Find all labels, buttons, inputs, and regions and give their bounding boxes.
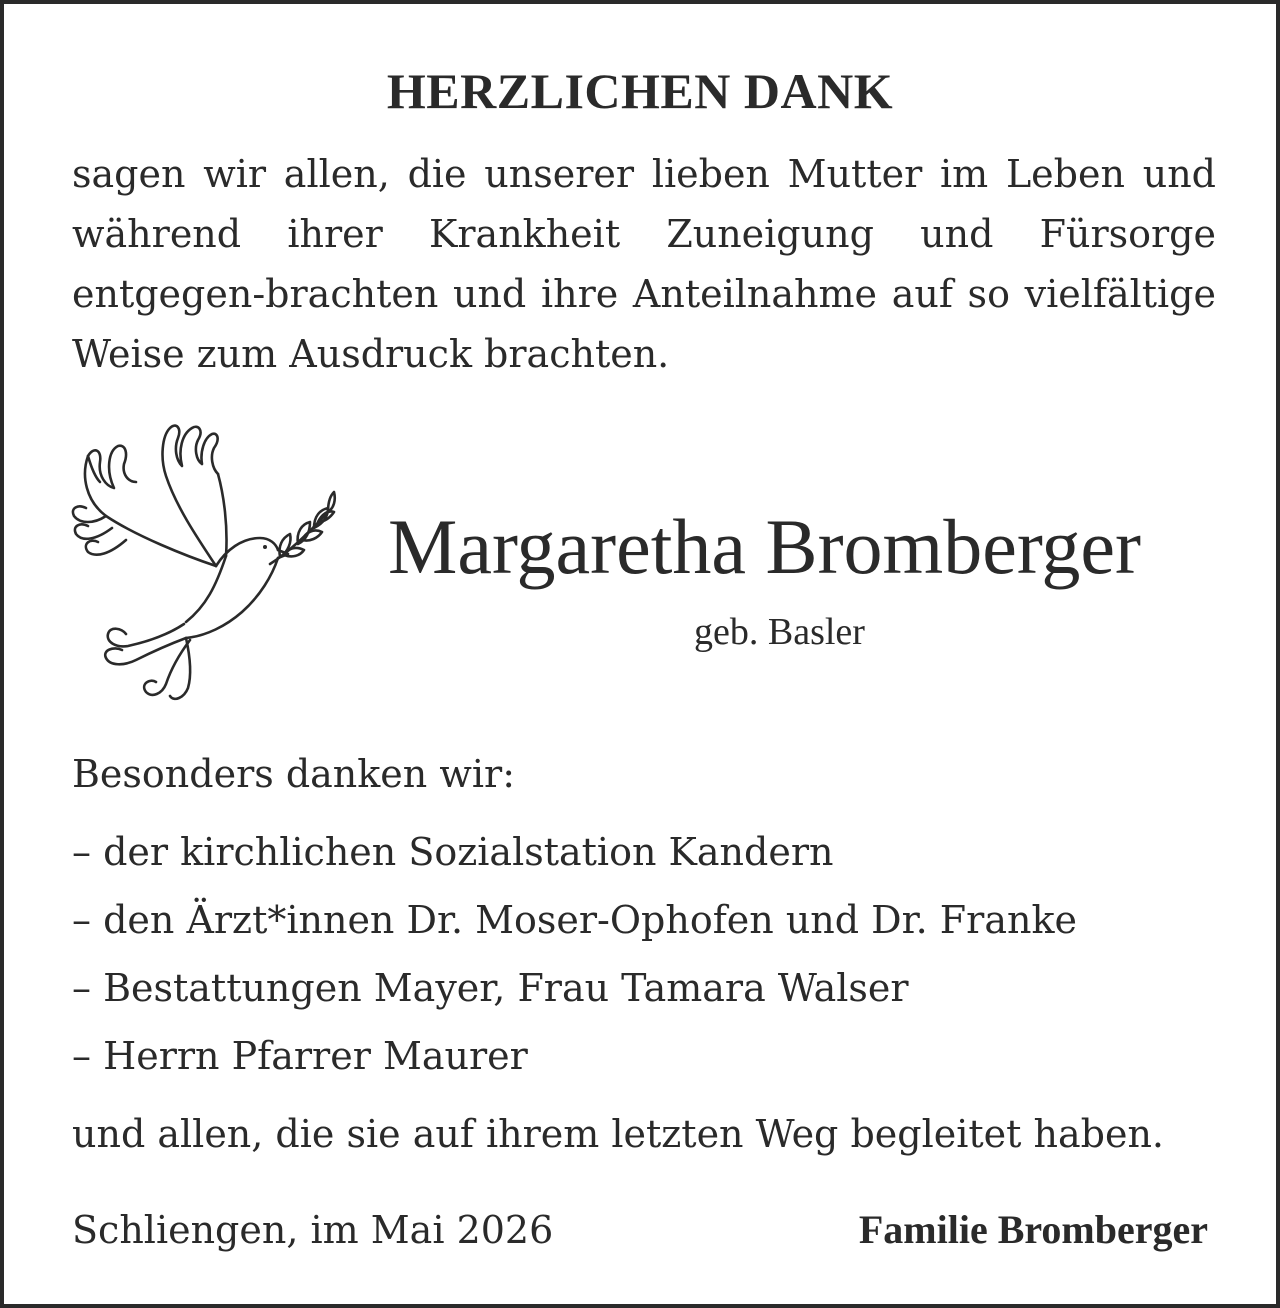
place-and-date: Schliengen, im Mai 2026: [72, 1208, 554, 1252]
special-thanks-list: [72, 818, 1077, 1090]
list-item: – der kirchlichen Sozialstation Kandern: [72, 830, 834, 874]
list-item: – den Ärzt*innen Dr. Moser-Ophofen und Dr. Franke: [72, 898, 1077, 942]
deceased-maiden-name: geb. Basler: [694, 611, 865, 653]
family-signature: Familie Bromberger: [858, 1207, 1208, 1252]
dove-with-olive-branch-icon: [66, 416, 346, 706]
intro-paragraph: sagen wir allen, die unserer lieben Mutter im Leben und während ihrer Krankheit Zuneigung und Fürsorge entgegen-​brachten und ihre Anteilnahme auf so vielfältige Weise zum Ausdruck brachten.: [72, 152, 1216, 376]
page-title: HERZLICHEN DANK: [386, 63, 894, 119]
list-item: – Herrn Pfarrer Maurer: [72, 1034, 528, 1078]
deceased-name: Margaretha Bromberger: [388, 503, 1141, 590]
special-thanks-intro: Besonders danken wir:: [72, 752, 515, 796]
closing-sentence: und allen, die sie auf ihrem letzten Weg begleitet haben.: [72, 1112, 1164, 1156]
list-item: – Bestattungen Mayer, Frau Tamara Walser: [72, 966, 909, 1010]
